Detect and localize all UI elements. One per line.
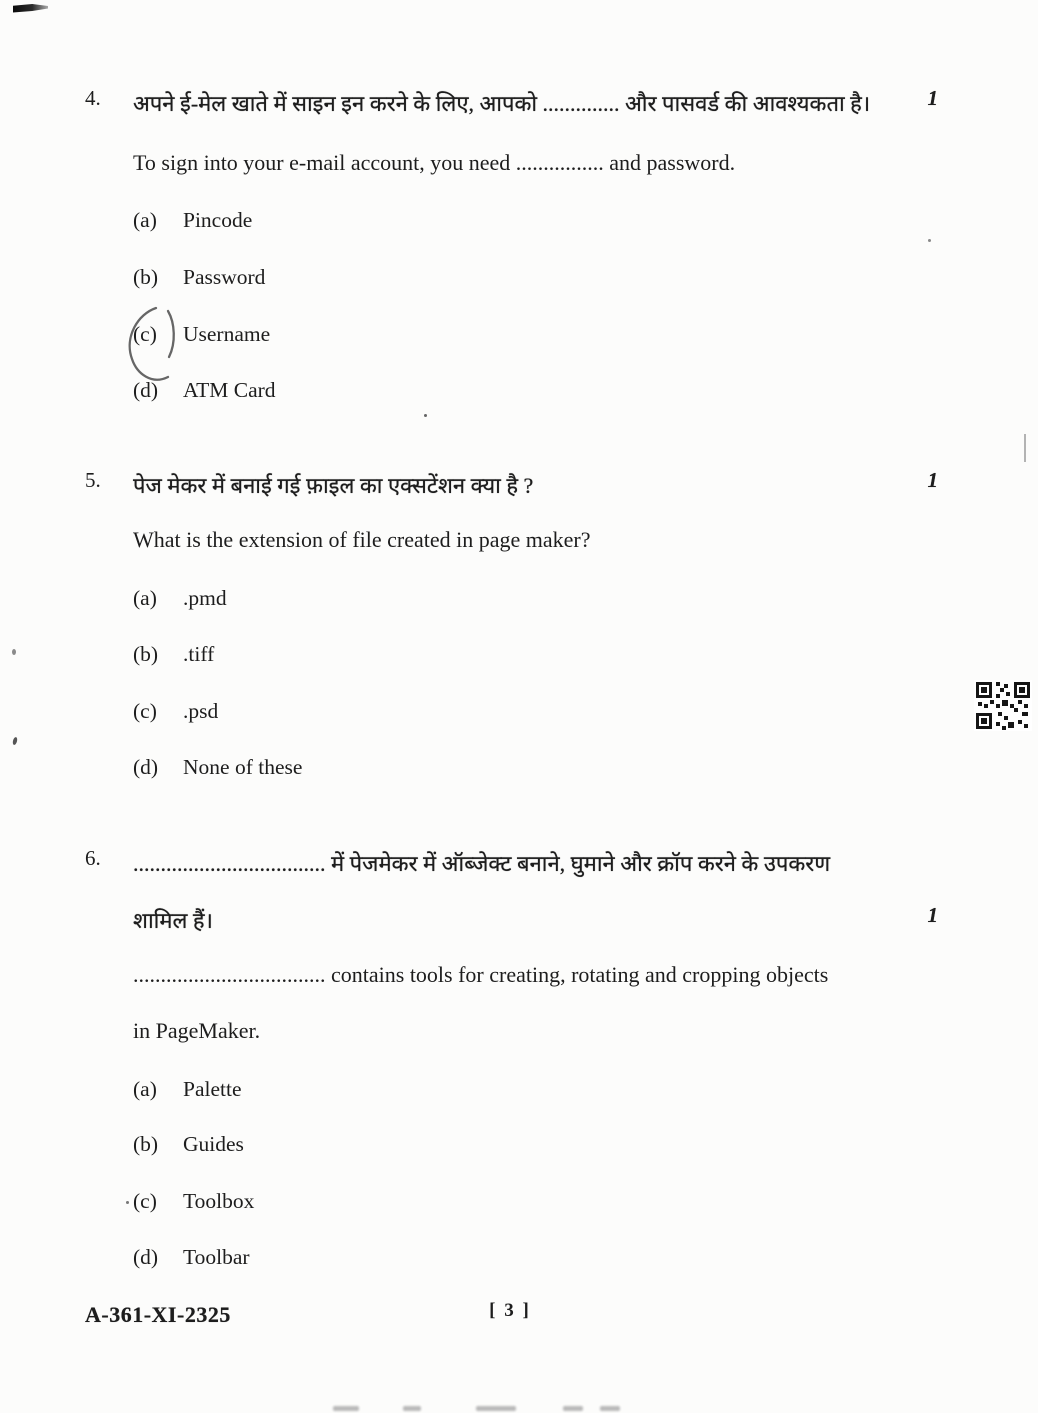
marks-value: 1 — [927, 468, 938, 492]
option-text: Password — [183, 265, 266, 289]
option-row — [133, 1077, 242, 1102]
option-text: .pmd — [183, 586, 227, 610]
marks-value: 1 — [927, 86, 938, 110]
option-text: Toolbar — [183, 1245, 250, 1269]
option-text: ATM Card — [183, 378, 276, 402]
scan-artifact — [476, 1406, 516, 1411]
scan-artifact — [12, 737, 18, 746]
option-text: Pincode — [183, 208, 253, 232]
option-text: Username — [183, 322, 271, 346]
option-text: Palette — [183, 1077, 242, 1101]
option-row — [133, 699, 218, 724]
question-text-hindi: अपने ई-मेल खाते में साइन इन करने के लिए, आपको .............. और पासवर्ड की आवश्यकता है। — [133, 91, 871, 116]
scan-artifact — [928, 239, 931, 242]
question-text-hindi-line2: शामिल हैं। — [133, 908, 213, 933]
question-5-hindi-row — [85, 468, 938, 503]
question-number: 4. — [85, 86, 101, 110]
paper-code: A-361-XI-2325 — [85, 1302, 231, 1327]
option-label: (b) — [133, 642, 159, 666]
option-row — [133, 642, 214, 667]
option-label: (a) — [133, 208, 157, 232]
question-6-hindi-row-2 — [133, 903, 938, 938]
option-text: .tiff — [183, 642, 215, 666]
option-label: (b) — [133, 1132, 159, 1156]
option-label: (b) — [133, 265, 159, 289]
option-row — [133, 1132, 244, 1157]
question-6-hindi-row-1 — [85, 846, 938, 881]
option-label: (a) — [133, 586, 157, 610]
question-text-hindi-line1: ................................... में पेजमेकर में ऑब्जेक्ट बनाने, घुमाने और क्रॉप करने के उपकरण — [133, 851, 831, 876]
question-number: 5. — [85, 468, 101, 492]
option-label: (a) — [133, 1077, 157, 1101]
option-label: (c) — [133, 1189, 157, 1213]
scan-artifact — [600, 1406, 620, 1411]
question-text-english-line2: in PageMaker. — [133, 1018, 261, 1043]
option-row — [133, 265, 265, 290]
question-number: 6. — [85, 846, 101, 870]
option-label: (d) — [133, 1245, 159, 1269]
scan-artifact — [333, 1406, 359, 1411]
option-label: (c) — [133, 699, 157, 723]
option-label: (d) — [133, 755, 159, 779]
option-row — [133, 208, 252, 233]
question-text-english-line1: ................................... contains tools for creating, rotating and cropping objects — [133, 962, 829, 987]
option-row — [133, 586, 227, 611]
question-text-english: What is the extension of file created in page maker? — [133, 527, 591, 552]
scan-artifact — [403, 1406, 421, 1411]
question-text-hindi: पेज मेकर में बनाई गई फ़ाइल का एक्सटेंशन क्या है ? — [133, 473, 534, 498]
marks-value: 1 — [927, 903, 938, 927]
scan-artifact — [12, 649, 16, 655]
scan-artifact — [563, 1406, 583, 1411]
scan-artifact — [13, 4, 48, 13]
option-text: Guides — [183, 1132, 244, 1156]
scan-artifact — [126, 1201, 129, 1204]
option-label: (d) — [133, 378, 159, 402]
option-row — [133, 755, 302, 780]
option-row — [133, 1245, 250, 1270]
option-text: .psd — [183, 699, 219, 723]
option-text: Toolbox — [183, 1189, 255, 1213]
scan-artifact — [1024, 434, 1026, 462]
page-number: [ 3 ] — [489, 1300, 531, 1321]
qr-code — [974, 680, 1032, 731]
question-4-hindi-row — [85, 86, 938, 121]
option-text: None of these — [183, 755, 303, 779]
option-label: (c) — [133, 322, 157, 346]
option-row — [133, 1189, 254, 1214]
pen-circle-annotation — [122, 301, 194, 393]
scan-artifact — [424, 414, 427, 417]
question-text-english: To sign into your e-mail account, you need ................ and password. — [133, 150, 736, 175]
